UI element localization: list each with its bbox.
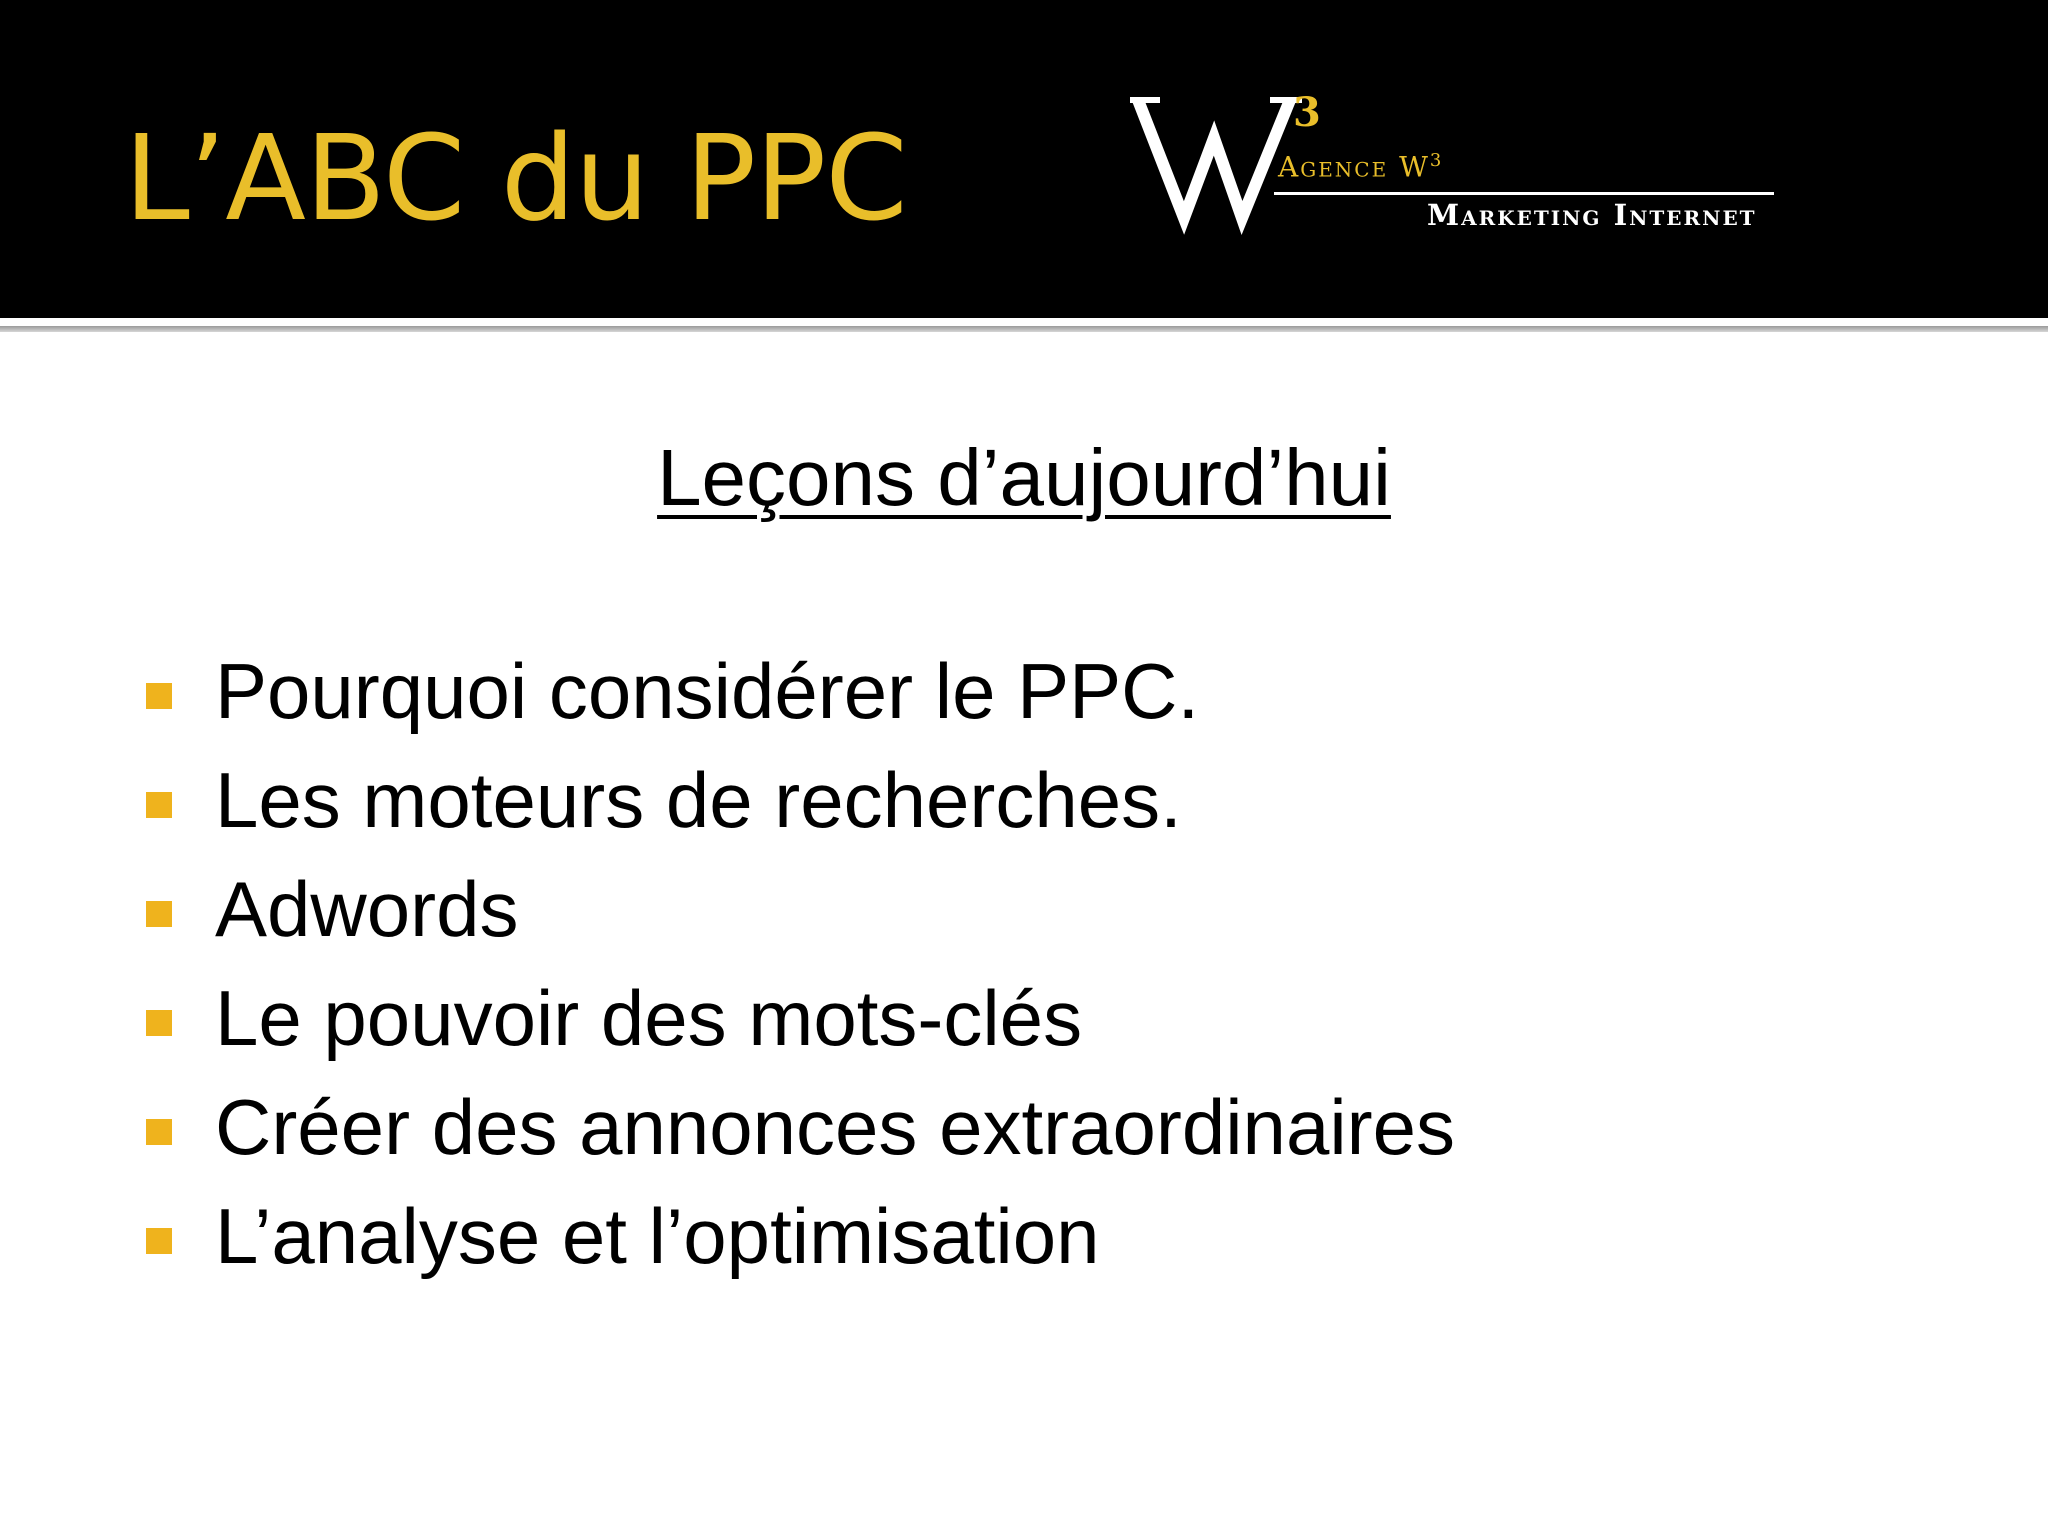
square-bullet-icon (146, 792, 172, 818)
list-item-text: Adwords (215, 865, 519, 953)
list-item-text: Les moteurs de recherches. (215, 756, 1182, 844)
square-bullet-icon (146, 1228, 172, 1254)
logo-rule (1274, 192, 1774, 195)
list-item-text: L’analyse et l’optimisation (215, 1192, 1100, 1280)
slide-title: L’ABC du PPC (124, 109, 907, 247)
list-item-text: Le pouvoir des mots-clés (215, 974, 1083, 1062)
logo-superscript: 3 (1293, 90, 1321, 136)
header-band (0, 0, 2048, 318)
logo-agency-superscript: 3 (1429, 150, 1444, 171)
header-divider (0, 326, 2048, 332)
logo-agency-text: Agence W (1278, 150, 1430, 184)
square-bullet-icon (146, 901, 172, 927)
lessons-heading: Leçons d’aujourd’hui (657, 433, 1391, 522)
list-item-text: Pourquoi considérer le PPC. (215, 647, 1200, 735)
agency-logo (1130, 90, 1790, 250)
square-bullet-icon (146, 1010, 172, 1036)
logo-agency-name (1278, 150, 1443, 183)
list-item-text: Créer des annonces extraordinaires (215, 1083, 1456, 1171)
logo-tagline: Marketing Internet (1427, 198, 1757, 232)
square-bullet-icon (146, 1119, 172, 1145)
square-bullet-icon (146, 683, 172, 709)
